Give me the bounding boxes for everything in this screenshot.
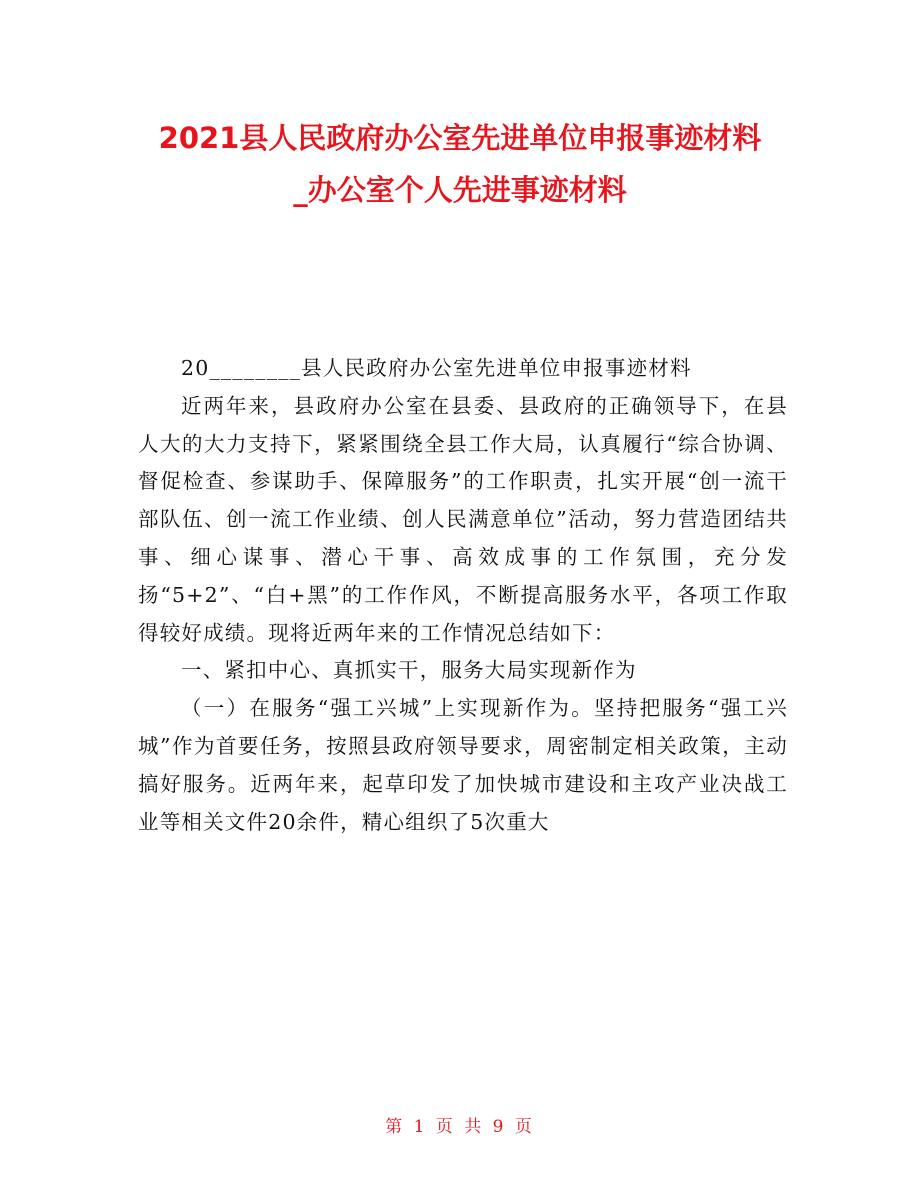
paragraph-subsection-1: （一）在服务“强工兴城”上实现新作为。坚持把服务“强工兴城”作为首要任务，按照县政府领导要求，周密制定相关政策，主动搞好服务。近两年来，起草印发了加快城市建设和主攻产业决战工业等相关文件20余件，精心组织了5次重大 bbox=[138, 696, 788, 834]
title-line-1: 2021县人民政府办公室先进单位申报事迹材料 bbox=[158, 121, 762, 155]
paragraph-intro: 近两年来，县政府办公室在县委、县政府的正确领导下，在县人大的大力支持下，紧紧围绕全县工作大局，认真履行“综合协调、督促检查、参谋助手、保障服务”的工作职责，扎实开展“创一流干部队伍、创一流工作业绩、创人民满意单位”活动，努力营造团结共事、细心谋事、潜心干事、高效成事的工作氛围，充分发扬“5+2”、“白+黑”的工作作风，不断提高服务水平，各项工作取得较好成绩。现将近两年来的工作情况总结如下： bbox=[138, 393, 788, 645]
title-line-2: _办公室个人先进事迹材料 bbox=[293, 173, 627, 207]
paragraph-section-1: 一、紧扣中心、真抓实干，服务大局实现新作为 bbox=[181, 658, 637, 683]
paragraph-heading: 20________县人民政府办公室先进单位申报事迹材料 bbox=[181, 356, 692, 380]
document-body bbox=[138, 350, 788, 841]
page-footer: 第 1 页 共 9 页 bbox=[385, 1117, 535, 1137]
document-title bbox=[110, 112, 810, 216]
